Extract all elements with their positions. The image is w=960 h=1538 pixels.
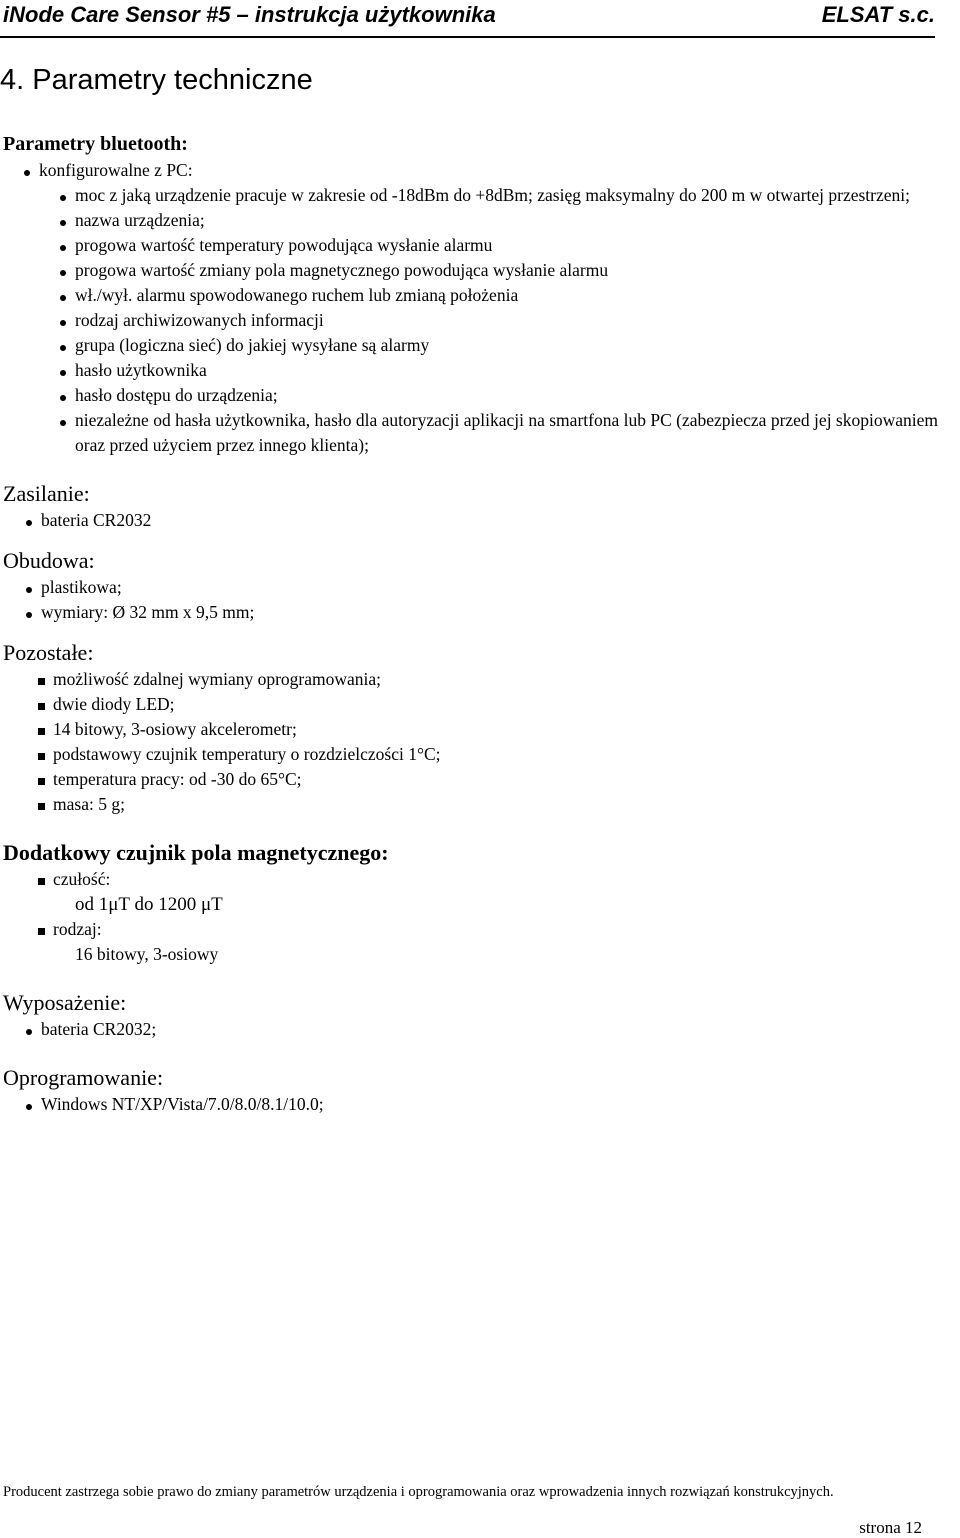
page-header bbox=[0, 0, 935, 38]
list-item: progowa wartość temperatury powodująca wysłanie alarmu bbox=[0, 233, 960, 258]
housing-heading: Obudowa: bbox=[3, 548, 95, 573]
list-item: wymiary: Ø 32 mm x 9,5 mm; bbox=[0, 600, 960, 625]
equipment-heading: Wyposażenie: bbox=[3, 990, 127, 1015]
square-bullet-icon bbox=[38, 703, 45, 710]
square-bullet-icon bbox=[38, 678, 45, 685]
square-bullet-icon bbox=[38, 803, 45, 810]
square-bullet-icon bbox=[38, 778, 45, 785]
list-item: hasło dostępu do urządzenia; bbox=[0, 383, 960, 408]
list-item: hasło użytkownika bbox=[0, 358, 960, 383]
page-number: strona 12 bbox=[859, 1518, 922, 1537]
section-title: 4. Parametry techniczne bbox=[0, 64, 313, 96]
bullet-icon bbox=[26, 1029, 32, 1035]
list-item: masa: 5 g; bbox=[0, 792, 960, 817]
document-title: iNode Care Sensor #5 – instrukcja użytkownika bbox=[3, 2, 496, 27]
list-item: rodzaj archiwizowanych informacji bbox=[0, 308, 960, 333]
list-item: plastikowa; bbox=[0, 575, 960, 600]
bullet-icon bbox=[60, 220, 66, 226]
bullet-icon bbox=[60, 295, 66, 301]
sensitivity-value: od 1μT do 1200 μT bbox=[75, 894, 223, 915]
list-item: grupa (logiczna sieć) do jakiej wysyłane są alarmy bbox=[0, 333, 960, 358]
magnetic-heading: Dodatkowy czujnik pola magnetycznego: bbox=[3, 840, 389, 865]
list-item: progowa wartość zmiany pola magnetycznego powodująca wysłanie alarmu bbox=[0, 258, 960, 283]
square-bullet-icon bbox=[38, 753, 45, 760]
bluetooth-configurable: konfigurowalne z PC: bbox=[0, 158, 960, 183]
list-item: Windows NT/XP/Vista/7.0/8.0/8.1/10.0; bbox=[0, 1092, 960, 1117]
list-item: nazwa urządzenia; bbox=[0, 208, 960, 233]
list-item: niezależne od hasła użytkownika, hasło dla autoryzacji aplikacji na smartfona lub PC (zabezpiecza przed jej skopiowaniem oraz przed użyciem przez innego klienta); bbox=[0, 408, 960, 458]
bullet-icon bbox=[26, 1104, 32, 1110]
bullet-icon bbox=[60, 395, 66, 401]
list-item: moc z jaką urządzenie pracuje w zakresie od -18dBm do +8dBm; zasięg maksymalny do 200 m w otwartej przestrzeni; bbox=[0, 183, 960, 208]
bullet-icon bbox=[60, 195, 66, 201]
list-item: temperatura pracy: od -30 do 65°C; bbox=[0, 767, 960, 792]
list-item: dwie diody LED; bbox=[0, 692, 960, 717]
bullet-icon bbox=[60, 420, 66, 426]
bullet-icon bbox=[26, 520, 32, 526]
bullet-icon bbox=[60, 320, 66, 326]
list-item: możliwość zdalnej wymiany oprogramowania; bbox=[0, 667, 960, 692]
list-item: bateria CR2032; bbox=[0, 1017, 960, 1042]
square-bullet-icon bbox=[38, 878, 45, 885]
bullet-icon bbox=[60, 370, 66, 376]
footer-note: Producent zastrzega sobie prawo do zmiany parametrów urządzenia i oprogramowania oraz wprowadzenia innych rozwiązań konstrukcyjnych. bbox=[3, 1484, 834, 1500]
bluetooth-heading: Parametry bluetooth: bbox=[3, 133, 188, 155]
square-bullet-icon bbox=[38, 928, 45, 935]
bullet-icon bbox=[60, 345, 66, 351]
bullet-icon bbox=[24, 170, 30, 176]
company-name: ELSAT s.c. bbox=[821, 2, 935, 27]
list-item: podstawowy czujnik temperatury o rozdzielczości 1°C; bbox=[0, 742, 960, 767]
square-bullet-icon bbox=[38, 728, 45, 735]
type-value: 16 bitowy, 3-osiowy bbox=[75, 944, 219, 964]
list-item: bateria CR2032 bbox=[0, 508, 960, 533]
bullet-icon bbox=[26, 612, 32, 618]
other-heading: Pozostałe: bbox=[3, 640, 94, 665]
software-heading: Oprogramowanie: bbox=[3, 1065, 164, 1090]
list-item: 14 bitowy, 3-osiowy akcelerometr; bbox=[0, 717, 960, 742]
bullet-icon bbox=[60, 270, 66, 276]
list-item: czułość: bbox=[0, 867, 960, 892]
bullet-icon bbox=[60, 245, 66, 251]
list-item: rodzaj: bbox=[0, 917, 960, 942]
power-heading: Zasilanie: bbox=[3, 481, 90, 506]
content bbox=[0, 130, 960, 1117]
bullet-icon bbox=[26, 587, 32, 593]
list-item: wł./wył. alarmu spowodowanego ruchem lub zmianą położenia bbox=[0, 283, 960, 308]
